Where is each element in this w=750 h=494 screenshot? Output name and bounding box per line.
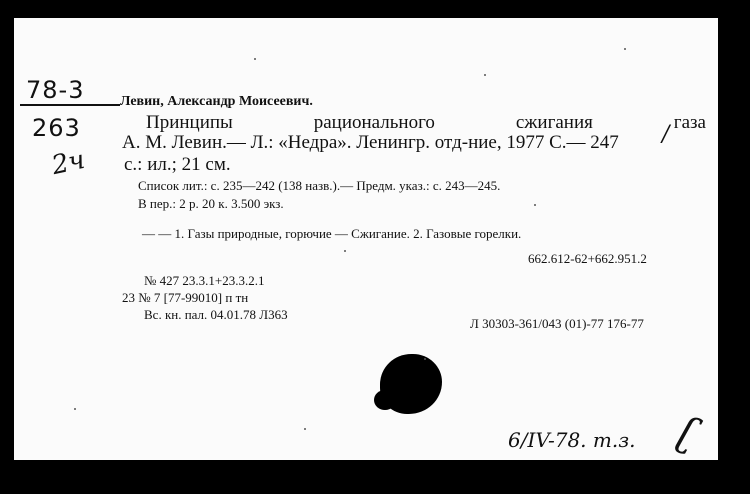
title-word-1: Принципы bbox=[146, 112, 233, 133]
scan-speck bbox=[484, 74, 486, 76]
call-number-top: 78-3 bbox=[26, 76, 85, 104]
scan-speck bbox=[304, 428, 306, 430]
call-number-divider bbox=[20, 104, 120, 106]
title-continuation: А. М. Левин.— Л.: «Недра». Ленингр. отд-ние, 1977 С.— 247 bbox=[122, 132, 619, 153]
call-number-bottom: 263 bbox=[32, 114, 81, 142]
physical-description: с.: ил.; 21 см. bbox=[124, 154, 231, 175]
scan-speck bbox=[624, 48, 626, 50]
ink-blot-small bbox=[374, 390, 396, 410]
udc-index: 662.612-62+662.951.2 bbox=[528, 251, 647, 266]
title-word-4: газа bbox=[673, 112, 706, 133]
scan-speck bbox=[534, 204, 536, 206]
catalog-code: Л 30303-361/043 (01)-77 176-77 bbox=[470, 316, 644, 331]
handwritten-slash: / bbox=[662, 122, 670, 147]
bibliography-note: Список лит.: с. 235—242 (138 назв.).— Предм. указ.: с. 243—245. bbox=[138, 178, 501, 193]
price-note: В пер.: 2 р. 20 к. 3.500 экз. bbox=[138, 196, 284, 211]
author-heading: Левин, Александр Моисеевич. bbox=[120, 94, 313, 109]
scan-speck bbox=[424, 358, 426, 360]
title-word-3: сжигания bbox=[515, 112, 593, 133]
scan-speck bbox=[344, 250, 346, 252]
scan-speck bbox=[254, 58, 256, 60]
handwritten-bracket: ʗ bbox=[673, 408, 704, 458]
book-chamber-code: Вс. кн. пал. 04.01.78 Л363 bbox=[144, 307, 288, 322]
record-number: № 427 23.3.1+23.3.2.1 bbox=[144, 273, 265, 288]
call-number-handwritten: 2ч bbox=[49, 144, 88, 182]
handwritten-date-note: 6/IV-78. т.з. bbox=[508, 428, 636, 452]
subject-headings: — — 1. Газы природные, горючие — Сжигание. 2. Газовые горелки. bbox=[142, 226, 522, 241]
scan-speck bbox=[74, 408, 76, 410]
catalog-card bbox=[14, 18, 718, 460]
record-number-2: 23 № 7 [77-99010] п тн bbox=[122, 290, 249, 305]
title-word-2: рационального bbox=[313, 112, 435, 133]
title-line bbox=[146, 112, 706, 134]
